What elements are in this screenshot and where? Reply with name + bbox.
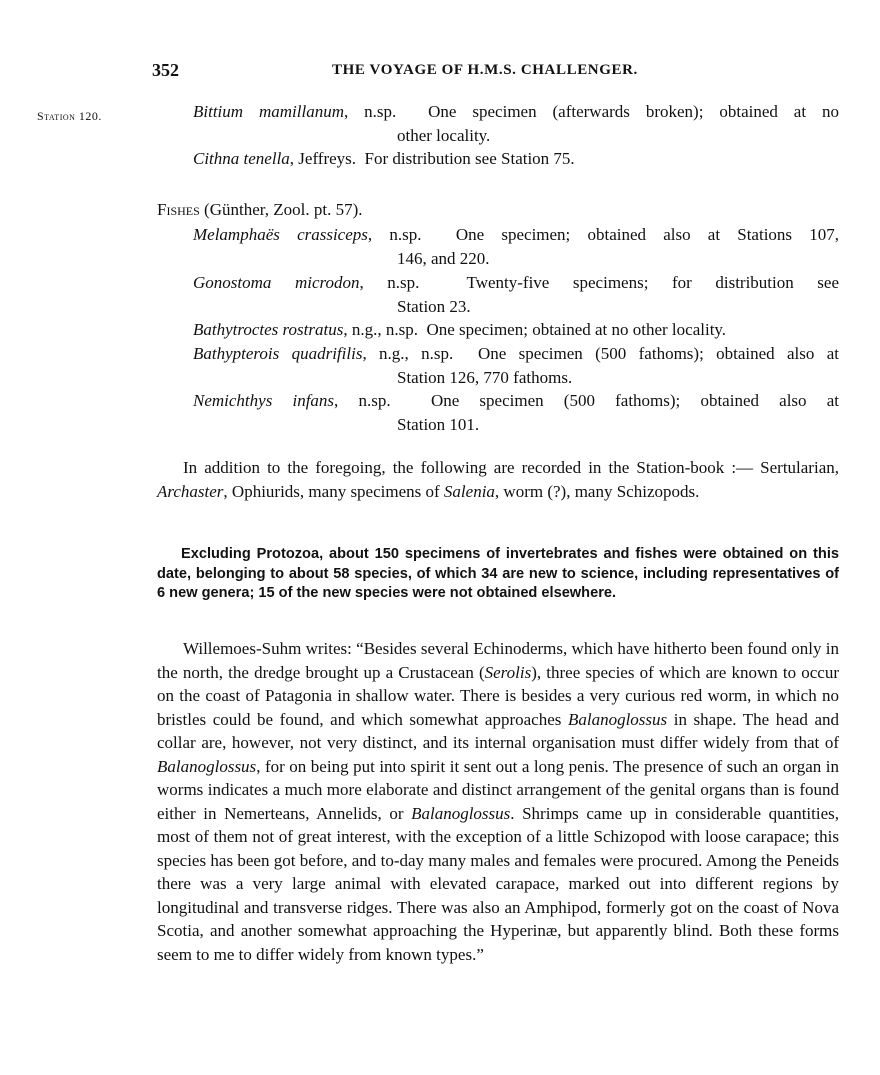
species-entry	[193, 223, 839, 270]
summary-text: Excluding Protozoa, about 150 specimens of invertebrates and fishes were obtained on this date, belonging to about 58 species, of which 34 are new to science, including representatives of 6 new genera; 15 of the new species were not obtained elsewhere.	[157, 546, 839, 601]
species-name: Melamphaës crassiceps	[193, 225, 368, 244]
station-book-paragraph	[157, 456, 839, 503]
species-name: Gonostoma microdon	[193, 273, 360, 292]
species-authority: , n.sp.	[367, 225, 422, 244]
text-run: , worm (?), many Schizopods.	[494, 481, 700, 501]
species-authority: , n.g., n.sp.	[343, 320, 418, 339]
entry-continuation: 146, and 220.	[397, 248, 490, 268]
station-label: Station 120.	[37, 109, 102, 123]
species-name: Nemichthys infans	[193, 391, 335, 410]
taxon-name: Serolis	[484, 662, 532, 682]
entry-first-line	[193, 271, 839, 295]
species-name: Bathytroctes rostratus	[193, 320, 344, 339]
species-authority: , n.g., n.sp.	[362, 344, 454, 363]
species-name: Bittium mamillanum	[193, 102, 344, 121]
taxon-name: Balanoglossus	[567, 709, 668, 729]
entry-first-line	[193, 389, 839, 413]
species-name: Bathypterois quadrifilis	[193, 344, 363, 363]
quotation-paragraph	[157, 637, 839, 966]
species-note: One specimen; obtained at no other locality.	[426, 320, 727, 339]
taxon-name: Archaster	[157, 481, 224, 501]
species-entry	[193, 271, 839, 318]
text-run: ), three species of which are known to occur on the coast of Patagonia in shallow water. There is besides a very curious red worm, in which no bristles could be found, and which somewhat approaches	[157, 662, 839, 729]
taxon-name: Balanoglossus	[411, 803, 511, 823]
text-run: , for on being put into spirit it sent out a long penis. The presence of such an organ in worms indicates a much more elaborate and distinct arrangement of the genital organs than is found either in Nemerteans, Annelids, or	[157, 756, 839, 823]
text-run: In addition to the foregoing, the following are recorded in the Station-book :— Sertularian,	[183, 458, 839, 477]
entry-first-line	[193, 318, 839, 342]
text-run: Willemoes-Suhm writes: “Besides several Echinoderms, which have hitherto been found only in the north, the dredge brought up a Crustacean (	[157, 639, 839, 682]
page-number: 352	[152, 60, 179, 80]
species-entry	[193, 389, 839, 436]
species-name: Cithna tenella	[193, 149, 290, 168]
summary-paragraph	[157, 545, 839, 604]
entry-first-line	[193, 223, 839, 247]
section-heading-fishes	[157, 200, 362, 220]
species-note: One specimen; obtained also at Stations 107,	[455, 225, 839, 244]
species-note: For distribution see Station 75.	[364, 149, 575, 168]
entry-continuation: Station 126, 770 fathoms.	[397, 367, 573, 387]
text-run: in shape. The head and collar are, however, not very distinct, and its internal organisation must differ widely from that of	[157, 709, 839, 752]
text-run: , Ophiurids, many specimens of	[223, 481, 444, 501]
entry-first-line	[193, 342, 839, 366]
entry-continuation: Station 101.	[397, 414, 480, 434]
species-entry	[193, 342, 839, 389]
species-authority: , n.sp.	[334, 391, 391, 410]
species-entry	[193, 100, 839, 147]
species-note: Twenty-five specimens; for distribution see	[466, 273, 840, 292]
taxon-name: Salenia	[443, 481, 495, 501]
entry-continuation: other locality.	[397, 125, 491, 145]
text-run: . Shrimps came up in considerable quantities, most of them not of great interest, with the exception of a little Schizopod with loose carapace; this species has been got before, and to-day many males and females were procured. Among the Peneids there was a very large animal with elevated carapace, marked out into different regions by longitudinal and transverse ridges. There was also an Amphipod, formerly got on the coast of Nova Scotia, and another somewhat approaching the Hyperinæ, but apparently blind. Both these forms seem to me to differ widely from known types.”	[157, 803, 839, 964]
taxon-name: Balanoglossus	[157, 756, 257, 776]
entry-continuation: Station 23.	[397, 296, 471, 316]
species-authority: , n.sp.	[359, 273, 420, 292]
species-authority: , Jeffreys.	[289, 149, 357, 168]
species-note: One specimen (afterwards broken); obtained at no	[428, 102, 839, 121]
species-note: One specimen (500 fathoms); obtained also at	[477, 344, 840, 363]
species-entry	[193, 318, 839, 342]
heading-label: Fishes	[157, 200, 200, 219]
heading-reference: (Günther, Zool. pt. 57).	[199, 200, 363, 219]
running-title: THE VOYAGE OF H.M.S. CHALLENGER.	[332, 62, 638, 78]
species-note: One specimen (500 fathoms); obtained also at	[430, 391, 839, 410]
species-authority: , n.sp.	[343, 102, 397, 121]
entry-first-line	[193, 100, 839, 124]
species-entry	[193, 147, 839, 171]
entry-first-line	[193, 147, 839, 171]
